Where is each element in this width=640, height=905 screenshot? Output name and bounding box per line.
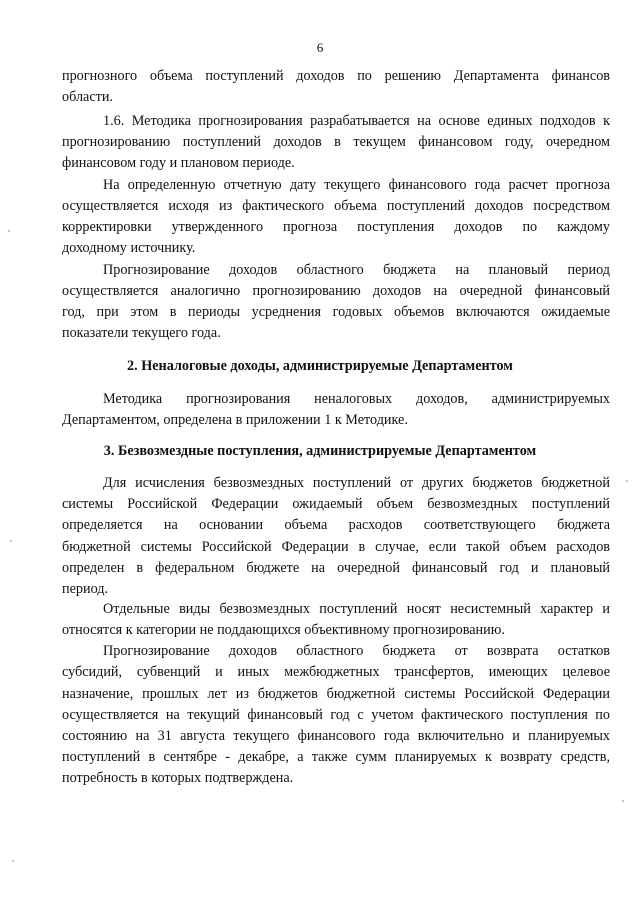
text-line: год, при этом в периоды усреднения годовых объемов включаются ожидаемые (62, 304, 610, 320)
text-line: Департаментом, определена в приложении 1 к Методике. (62, 412, 408, 428)
text-line: прогнозного объема поступлений доходов по решению Департамента финансов (62, 68, 610, 84)
scan-speck (10, 540, 12, 542)
text-line: показатели текущего года. (62, 325, 221, 341)
text-line: 1.6. Методика прогнозирования разрабатывается на основе единых подходов к (103, 113, 610, 129)
scan-speck (12, 860, 14, 862)
text-line: Прогнозирование доходов областного бюджета от возврата остатков (103, 643, 610, 659)
scan-speck (622, 800, 624, 802)
text-line: системы Российской Федерации ожидаемый объем безвозмездных поступлений (62, 496, 610, 512)
text-line: доходному источнику. (62, 240, 196, 256)
page-number: 6 (316, 40, 324, 55)
text-line: Методика прогнозирования неналоговых доходов, администрируемых (103, 391, 610, 407)
scan-speck (626, 480, 628, 482)
text-line: потребность в которых подтверждена. (62, 770, 294, 786)
section-heading: 2. Неналоговые доходы, администрируемые Департаментом (127, 358, 513, 374)
text-line: определяется на основании объема расходов соответствующего бюджета (62, 517, 610, 533)
scan-speck (8, 230, 10, 232)
text-line: прогнозированию поступлений доходов в текущем финансовом году, очередном (62, 134, 610, 150)
text-line: период. (62, 581, 109, 597)
text-line: области. (62, 89, 113, 105)
section-heading: 3. Безвозмездные поступления, администрируемые Департаментом (103, 443, 537, 459)
text-line: осуществляется аналогично прогнозированию доходов на очередной финансовый (62, 283, 610, 299)
text-line: Для исчисления безвозмездных поступлений от других бюджетов бюджетной (103, 475, 610, 491)
text-line: относятся к категории не поддающихся объективному прогнозированию. (62, 622, 505, 638)
text-line: бюджетной системы Российской Федерации в случае, если такой объем расходов (62, 539, 610, 555)
text-line: На определенную отчетную дату текущего финансового года расчет прогноза (103, 177, 610, 193)
text-line: поступлений в сентябре - декабре, а также сумм планируемых к возврату средств, (62, 749, 610, 765)
text-line: финансовом году и плановом периоде. (62, 155, 295, 171)
text-line: осуществляется на текущий финансовый год с учетом фактического поступления по (62, 707, 610, 723)
text-line: осуществляется исходя из фактического объема поступлений доходов посредством (62, 198, 610, 214)
text-line: определен в федеральном бюджете на очередной финансовый год и плановый (62, 560, 610, 576)
text-line: назначение, прошлых лет из бюджетов бюджетной системы Российской Федерации (62, 686, 610, 702)
text-line: корректировки утвержденного прогноза поступления доходов по каждому (62, 219, 610, 235)
text-line: Прогнозирование доходов областного бюджета на плановый период (103, 262, 610, 278)
text-line: состоянию на 31 августа текущего финансового года включительно и планируемых (62, 728, 610, 744)
text-line: Отдельные виды безвозмездных поступлений носят несистемный характер и (103, 601, 610, 617)
text-line: субсидий, субвенций и иных межбюджетных трансфертов, имеющих целевое (62, 664, 610, 680)
